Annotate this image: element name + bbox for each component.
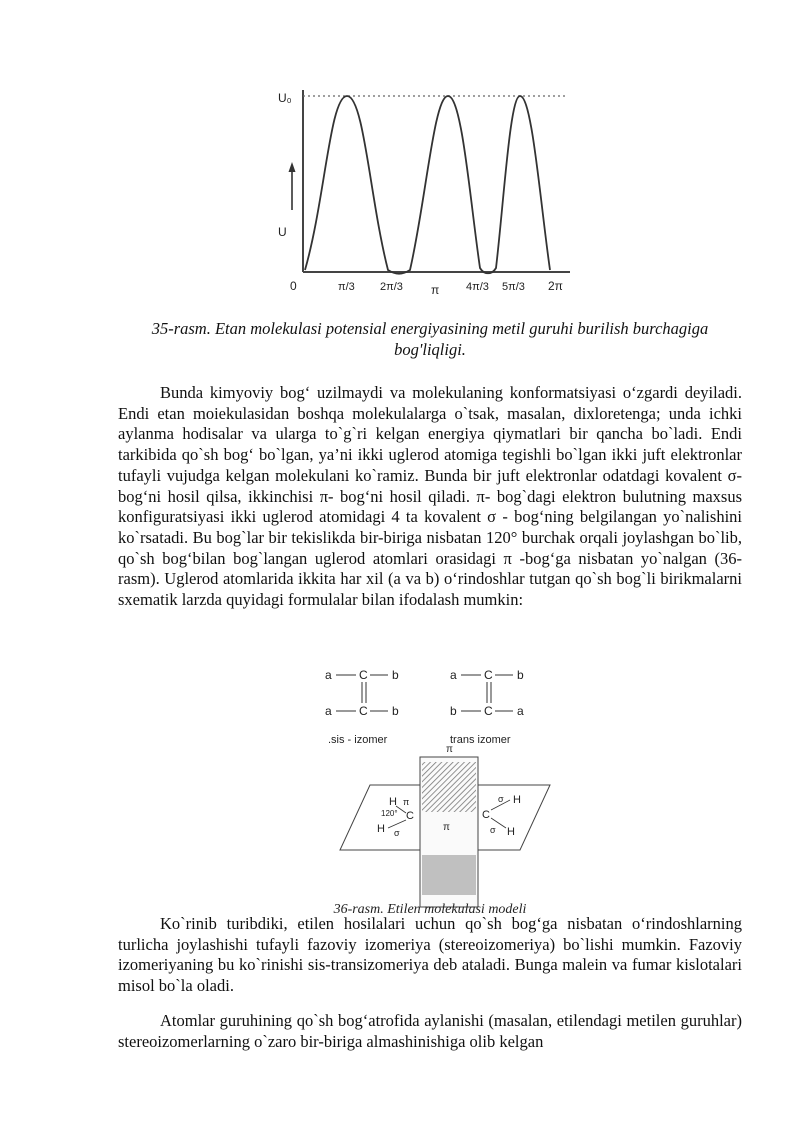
cis-top-c: C (359, 668, 368, 682)
figure-35-caption: 35-rasm. Etan molekulasi potensial energiyasining metil guruhi burilish burchagiga bog'liqligi. (151, 319, 709, 359)
ethylene-model-svg (300, 660, 560, 925)
model-sigma-right-bot: σ (490, 825, 496, 835)
paragraph-3: Atomlar guruhining qo`sh bog‘atrofida aylanishi (masalan, etilendagi metilen guruhlar) stereoizomerlarning o`zaro bir-biriga almashinishiga olib kelgan (118, 1011, 742, 1051)
trans-top-c: C (484, 668, 493, 682)
paragraph-2: Ko`rinib turibdiki, etilen hosilalari uchun qo`sh bog‘ga nisbatan o‘rindoshlarning turlicha joylashishi tufayli fazoviy izomeriya (stereoizomeriya) bo`lishi mumkin. Fazoviy izomeriyaning bu ko`rinishi sis-transizomeriya deb ataladi. Bunga malein va fumar kislotalari misol bo`la oladi. (118, 914, 742, 996)
model-sigma-right-top: σ (498, 794, 504, 804)
trans-top-right: b (517, 668, 524, 682)
cis-top-right: b (392, 668, 399, 682)
model-h1: H (389, 796, 397, 808)
trans-bot-left: b (450, 704, 457, 718)
figure-36 (300, 660, 560, 925)
model-h3: H (513, 794, 521, 806)
cis-bot-right: b (392, 704, 399, 718)
model-h4: H (507, 826, 515, 838)
paragraph-1: Bunda kimyoviy bog‘ uzilmaydi va molekulaning konformatsiyasi o‘zgardi deyiladi. Endi etan moiekulasidan boshqa molekulalarga o`tsak, masalan, dixloretenga; unda ichki aylanma hodisalar va ularga to`g`ri kelgan energiya qiymatlari bir qancha bo`ladi. Endi tarkibida qo`sh bog‘ bo`lgan, ya’ni ikki uglerod atomiga tegishli bo`lgan ikki juft elektronlar tufayli vujudga kelgan molekulani ko`ramiz. Bunda bir juft elektronlar odatdagi kovalent σ-bog‘ni hosil qilsa, ikkinchisi π- bog‘ni hosil qiladi. π- bog`dagi elektron bulutning maxsus konfiguratsiyasi ikki uglerod atomidagi 4 ta kovalent σ - bog‘ning belgilangan yo`nalishini ko`rsatadi. Bu bog`lar bir tekislikda bir-biriga nisbatan 120° burchak orqali joylashgan bo`lib, qo`sh bog‘bilan bog`langan uglerod atomlari orasidagi π -bog‘ga nisbatan yo`nalgan (36-rasm). Uglerod atomlarida ikkita har xil (a va b) o‘rindoshlar tutgan qo`sh bog`li birikmalarni sxematik larzda quyidagi formulalar bilan ifodalash mumkin: (118, 383, 742, 610)
ethylene-3d-model (340, 744, 550, 907)
x-tick-0: 0 (290, 279, 297, 293)
pi-cloud-lower (422, 855, 476, 895)
x-tick-pi: π (431, 283, 440, 297)
up-arrow-head (289, 162, 296, 172)
x-tick-2pi-3: 2π/3 (380, 281, 403, 293)
cis-top-left: a (325, 668, 332, 682)
energy-curve-svg (270, 80, 580, 315)
energy-curve (305, 96, 550, 274)
model-c1: C (406, 810, 414, 822)
cis-bot-c: C (359, 704, 368, 718)
model-pi-left: π (403, 797, 410, 807)
trans-bot-right: a (517, 704, 524, 718)
model-sigma-left: σ (394, 828, 400, 838)
y-label-u0: U₀ (278, 91, 292, 105)
x-tick-4pi-3: 4π/3 (466, 281, 489, 293)
cis-bot-left: a (325, 704, 332, 718)
pi-top-label: π (446, 744, 453, 755)
trans-label: trans izomer (450, 734, 511, 746)
model-pi-mid: π (443, 822, 450, 833)
model-c2: C (482, 809, 490, 821)
x-tick-5pi-3: 5π/3 (502, 281, 525, 293)
x-tick-pi-3: π/3 (338, 281, 355, 293)
model-angle: 120° (381, 809, 398, 818)
y-label-u: U (278, 225, 287, 239)
figure-36-caption: 36-rasm. Etilen molekulasi modeli (333, 902, 527, 917)
x-tick-2pi: 2π (548, 279, 563, 293)
trans-isomer-formula (450, 668, 524, 746)
trans-bot-c: C (484, 704, 493, 718)
trans-top-left: a (450, 668, 457, 682)
cis-label: .sis - izomer (328, 734, 388, 746)
cis-isomer-formula (325, 668, 399, 746)
model-h2: H (377, 823, 385, 835)
figure-35-plot (270, 80, 580, 315)
pi-cloud-upper (422, 762, 476, 812)
